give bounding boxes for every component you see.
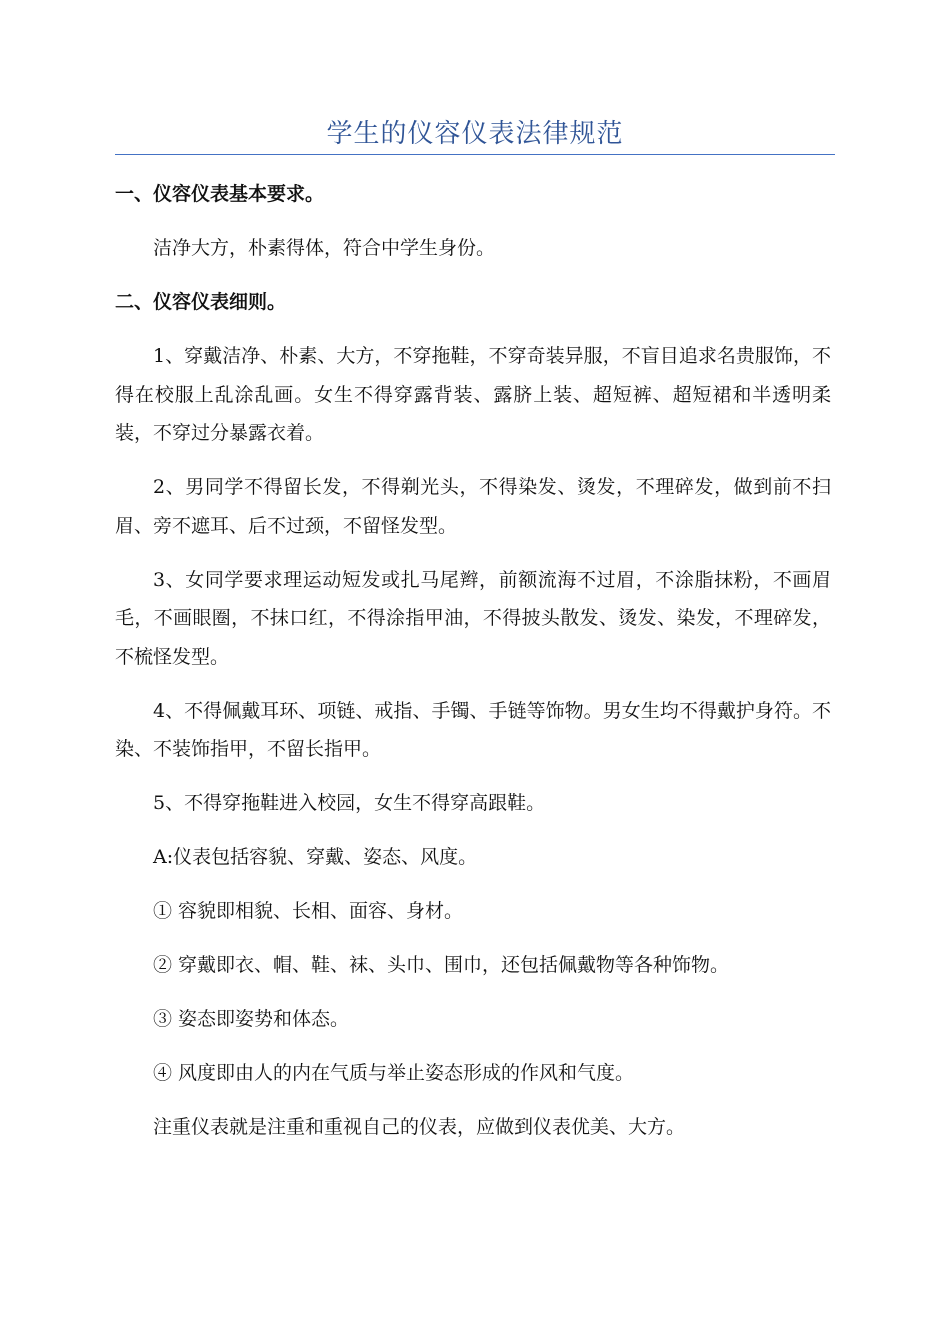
document-body — [115, 175, 831, 1162]
list-item-posture: ③ 姿态即姿势和体态。 — [153, 1008, 350, 1030]
paragraph-conclusion: 注重仪表就是注重和重视自己的仪表，应做到仪表优美、大方。 — [153, 1116, 686, 1138]
title-underline — [115, 154, 835, 155]
list-item-demeanor: ④ 风度即由人的内在气质与举止姿态形成的作风和气度。 — [153, 1062, 635, 1084]
section-heading-basic-requirements: 一、仪容仪表基本要求。 — [115, 183, 325, 205]
rule-1-clothing: 1、穿戴洁净、朴素、大方，不穿拖鞋，不穿奇装异服，不盲目追求名贵服饰，不得在校服上乱涂乱画。女生不得穿露背装、露脐上装、超短裤、超短裙和半透明柔装，不穿过分暴露衣着。 — [115, 345, 831, 444]
rule-5-shoes: 5、不得穿拖鞋进入校园，女生不得穿高跟鞋。 — [153, 792, 546, 814]
rule-2-male-hair: 2、男同学不得留长发，不得剃光头，不得染发、烫发，不理碎发，做到前不扫眉、旁不遮耳、后不过颈，不留怪发型。 — [115, 476, 831, 537]
paragraph-basic-requirements: 洁净大方，朴素得体，符合中学生身份。 — [153, 237, 496, 259]
rule-4-accessories: 4、不得佩戴耳环、项链、戒指、手镯、手链等饰物。男女生均不得戴护身符。不染、不装饰指甲，不留长指甲。 — [115, 699, 831, 760]
section-heading-detailed-rules: 二、仪容仪表细则。 — [115, 291, 287, 313]
list-item-face: ① 容貌即相貌、长相、面容、身材。 — [153, 900, 464, 922]
document-title: 学生的仪容仪表法律规范 — [326, 119, 624, 149]
paragraph-appearance-definition: A:仪表包括容貌、穿戴、姿态、风度。 — [153, 846, 478, 868]
rule-3-female-hair: 3、女同学要求理运动短发或扎马尾辫，前额流海不过眉，不涂脂抹粉，不画眉毛，不画眼圈，不抹口红，不得涂指甲油，不得披头散发、烫发、染发，不理碎发，不梳怪发型。 — [115, 568, 831, 668]
list-item-attire: ② 穿戴即衣、帽、鞋、袜、头巾、围巾，还包括佩戴物等各种饰物。 — [153, 954, 730, 976]
